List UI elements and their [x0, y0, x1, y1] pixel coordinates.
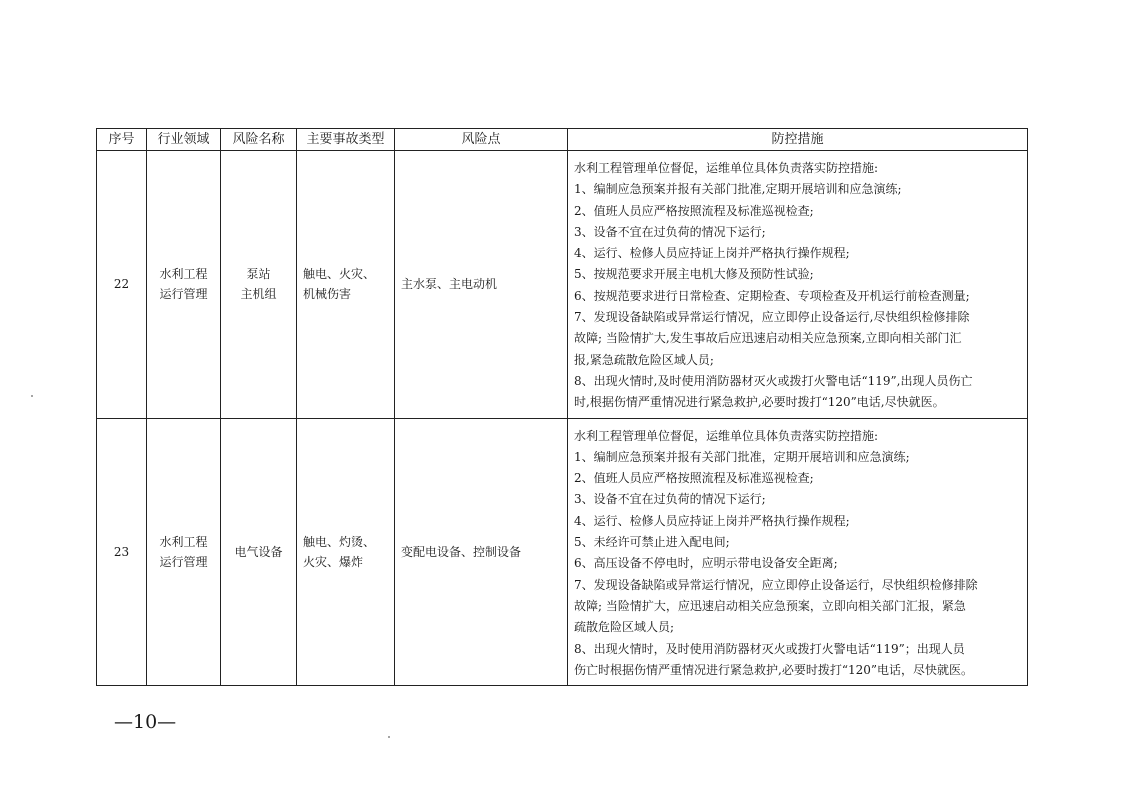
header-no: 序号	[97, 129, 147, 151]
cell-line: 泵站	[246, 267, 271, 282]
measure-line: 2、值班人员应严格按照流程及标准巡视检查;	[574, 471, 814, 486]
measure-line: 疏散危险区域人员;	[574, 620, 675, 635]
header-risk-name: 风险名称	[221, 129, 297, 151]
measure-line: 水利工程管理单位督促，运维单位具体负责落实防控措施:	[574, 428, 879, 443]
cell-no: 23	[97, 418, 147, 686]
measure-line: 4、运行、检修人员应持证上岗并严格执行操作规程;	[574, 513, 850, 528]
cell-risk-point: 主水泵、主电动机	[395, 151, 568, 419]
cell-line: 触电、火灾、	[303, 267, 376, 282]
cell-line: 运行管理	[159, 287, 208, 302]
measure-line: 1、编制应急预案并报有关部门批准,定期开展培训和应急演练;	[574, 182, 902, 197]
measure-line: 伤亡时根据伤情严重情况进行紧急救护,必要时拨打“120”电话，尽快就医。	[574, 662, 973, 677]
cell-measures	[568, 418, 1028, 686]
cell-risk-name	[221, 418, 297, 686]
measure-line: 时,根据伤情严重情况进行紧急救护,必要时拨打“120”电话,尽快就医。	[574, 395, 945, 410]
scan-speck	[388, 736, 390, 738]
cell-accident-types	[297, 418, 395, 686]
cell-risk-name	[221, 151, 297, 419]
cell-line: 运行管理	[159, 554, 208, 569]
measure-line: 故障; 当险情扩大，应迅速启动相关应急预案，立即向相关部门汇报，紧急	[574, 598, 966, 613]
cell-domain	[147, 151, 221, 419]
scan-speck	[31, 395, 33, 397]
cell-line: 水利工程	[159, 267, 208, 282]
header-domain: 行业领域	[147, 129, 221, 151]
cell-domain	[147, 418, 221, 686]
cell-measures	[568, 151, 1028, 419]
page-number: —10—	[114, 711, 177, 733]
measure-line: 5、未经许可禁止进入配电间;	[574, 535, 730, 550]
cell-line: 机械伤害	[303, 287, 352, 302]
measure-line: 7、发现设备缺陷或异常运行情况，应立即停止设备运行,尽快组织检修排除	[574, 310, 970, 325]
header-measures: 防控措施	[568, 129, 1028, 151]
measure-line: 1、编制应急预案并报有关部门批准，定期开展培训和应急演练;	[574, 449, 910, 464]
measure-line: 6、按规范要求进行日常检查、定期检查、专项检查及开机运行前检查测量;	[574, 288, 970, 303]
header-accident-types: 主要事故类型	[297, 129, 395, 151]
measure-line: 8、出现火情时,及时使用消防器材灭火或拨打火警电话“119”,出现人员伤亡	[574, 373, 973, 388]
cell-line: 触电、灼烫、	[303, 534, 376, 549]
header-risk-point: 风险点	[395, 129, 568, 151]
measure-line: 3、设备不宜在过负荷的情况下运行;	[574, 492, 766, 507]
cell-line: 火灾、爆炸	[303, 554, 364, 569]
measure-line: 2、值班人员应严格按照流程及标准巡视检查;	[574, 203, 814, 218]
cell-line: 主机组	[240, 287, 277, 302]
measure-line: 水利工程管理单位督促，运维单位具体负责落实防控措施:	[574, 161, 879, 175]
cell-line: 水利工程	[159, 534, 208, 549]
measure-line: 7、发现设备缺陷或异常运行情况，应立即停止设备运行，尽快组织检修排除	[574, 577, 978, 592]
measure-line: 4、运行、检修人员应持证上岗并严格执行操作规程;	[574, 246, 850, 261]
risk-control-table	[96, 128, 1028, 686]
cell-no: 22	[97, 151, 147, 419]
measure-line: 6、高压设备不停电时，应明示带电设备安全距离;	[574, 556, 838, 571]
measure-line: 3、设备不宜在过负荷的情况下运行;	[574, 224, 766, 239]
cell-line: 电气设备	[234, 544, 283, 559]
table-row	[97, 418, 1028, 686]
measure-line: 8、出现火情时，及时使用消防器材灭火或拨打火警电话“119”；出现人员	[574, 641, 965, 656]
table-header-row	[97, 129, 1028, 151]
measure-line: 5、按规范要求开展主电机大修及预防性试验;	[574, 267, 814, 282]
measure-line: 故障; 当险情扩大,发生事故后应迅速启动相关应急预案,立即向相关部门汇	[574, 331, 962, 346]
table-row	[97, 151, 1028, 419]
measure-line: 报,紧急疏散危险区域人员;	[574, 352, 714, 367]
cell-risk-point: 变配电设备、控制设备	[395, 418, 568, 686]
cell-accident-types	[297, 151, 395, 419]
